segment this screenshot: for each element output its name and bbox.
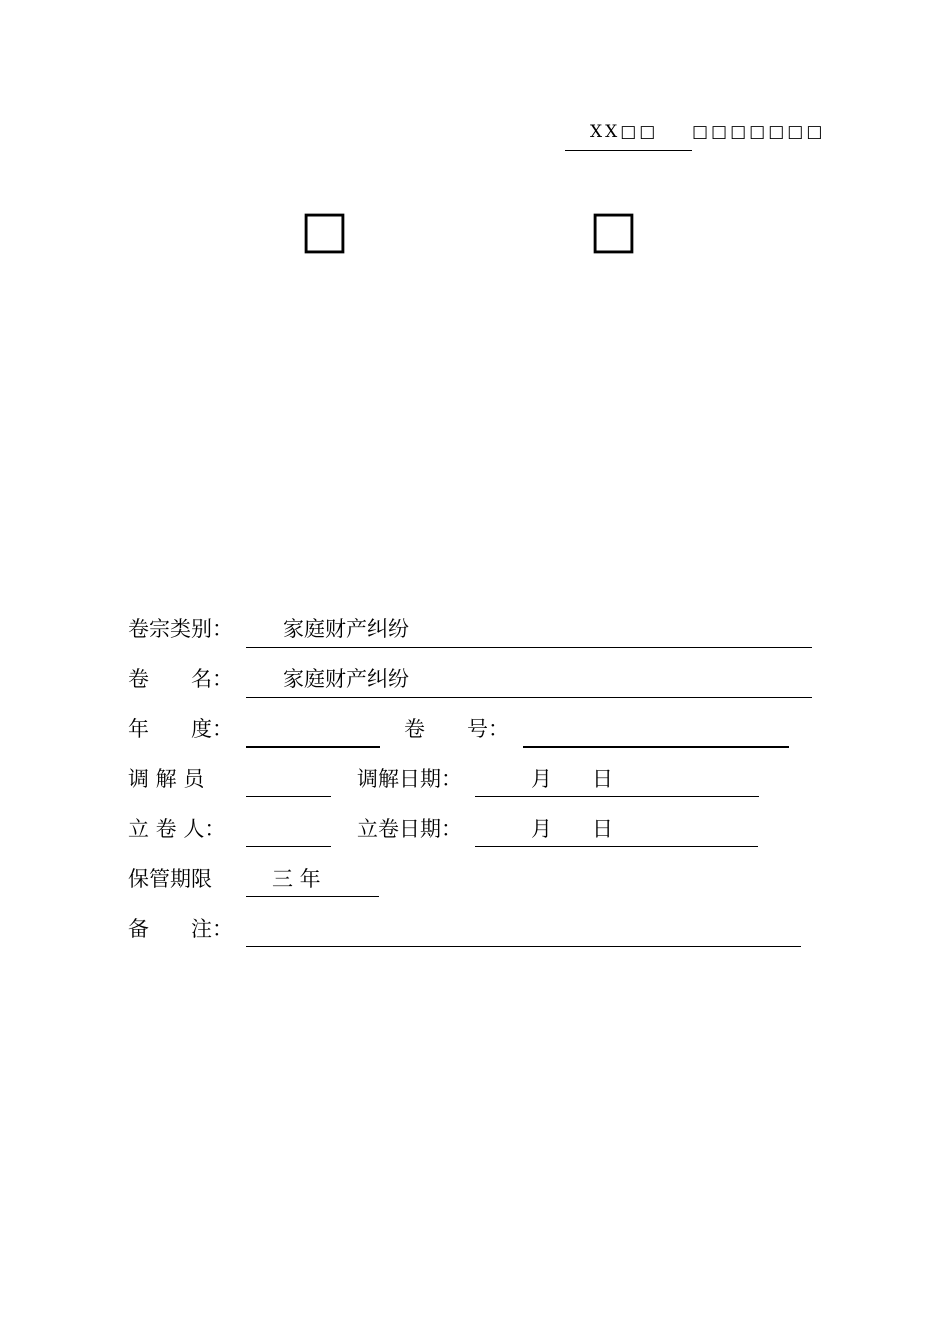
year-underline (246, 746, 380, 748)
mediation-month[interactable]: 月 (531, 767, 552, 791)
mediator-underline (246, 796, 331, 797)
title-char-2: □ (589, 200, 639, 260)
volume-label: 卷 号： (404, 717, 509, 741)
mediation-date-label: 调解日期： (357, 767, 462, 791)
retention-value[interactable]: 三 年 (272, 867, 321, 891)
filer-underline (246, 846, 331, 847)
year-label: 年 度： (128, 717, 233, 741)
mediation-date-underline (475, 796, 759, 797)
filing-date-label: 立卷日期： (357, 817, 462, 841)
remarks-underline (246, 946, 801, 947)
mediator-label: 调 解 员 (128, 767, 205, 791)
filing-day[interactable]: 日 (592, 817, 613, 841)
remarks-label: 备 注： (128, 917, 233, 941)
name-underline (246, 697, 812, 698)
mediation-day[interactable]: 日 (592, 767, 613, 791)
filing-date-underline (475, 846, 758, 847)
filer-label: 立 卷 人： (128, 817, 226, 841)
org-name-suffix: □□□□□□□ (692, 122, 826, 142)
retention-underline (246, 896, 379, 897)
category-underline (246, 647, 812, 648)
volume-underline (523, 746, 789, 748)
org-name-prefix: XX□□ (590, 122, 659, 142)
title-char-1: □ (300, 200, 350, 260)
category-label: 卷宗类别： (128, 617, 233, 641)
org-underline (565, 150, 692, 151)
category-value[interactable]: 家庭财产纠纷 (283, 617, 409, 641)
filing-month[interactable]: 月 (531, 817, 552, 841)
name-value[interactable]: 家庭财产纠纷 (283, 667, 409, 691)
name-label: 卷 名： (128, 667, 233, 691)
retention-label: 保管期限 (128, 867, 212, 891)
